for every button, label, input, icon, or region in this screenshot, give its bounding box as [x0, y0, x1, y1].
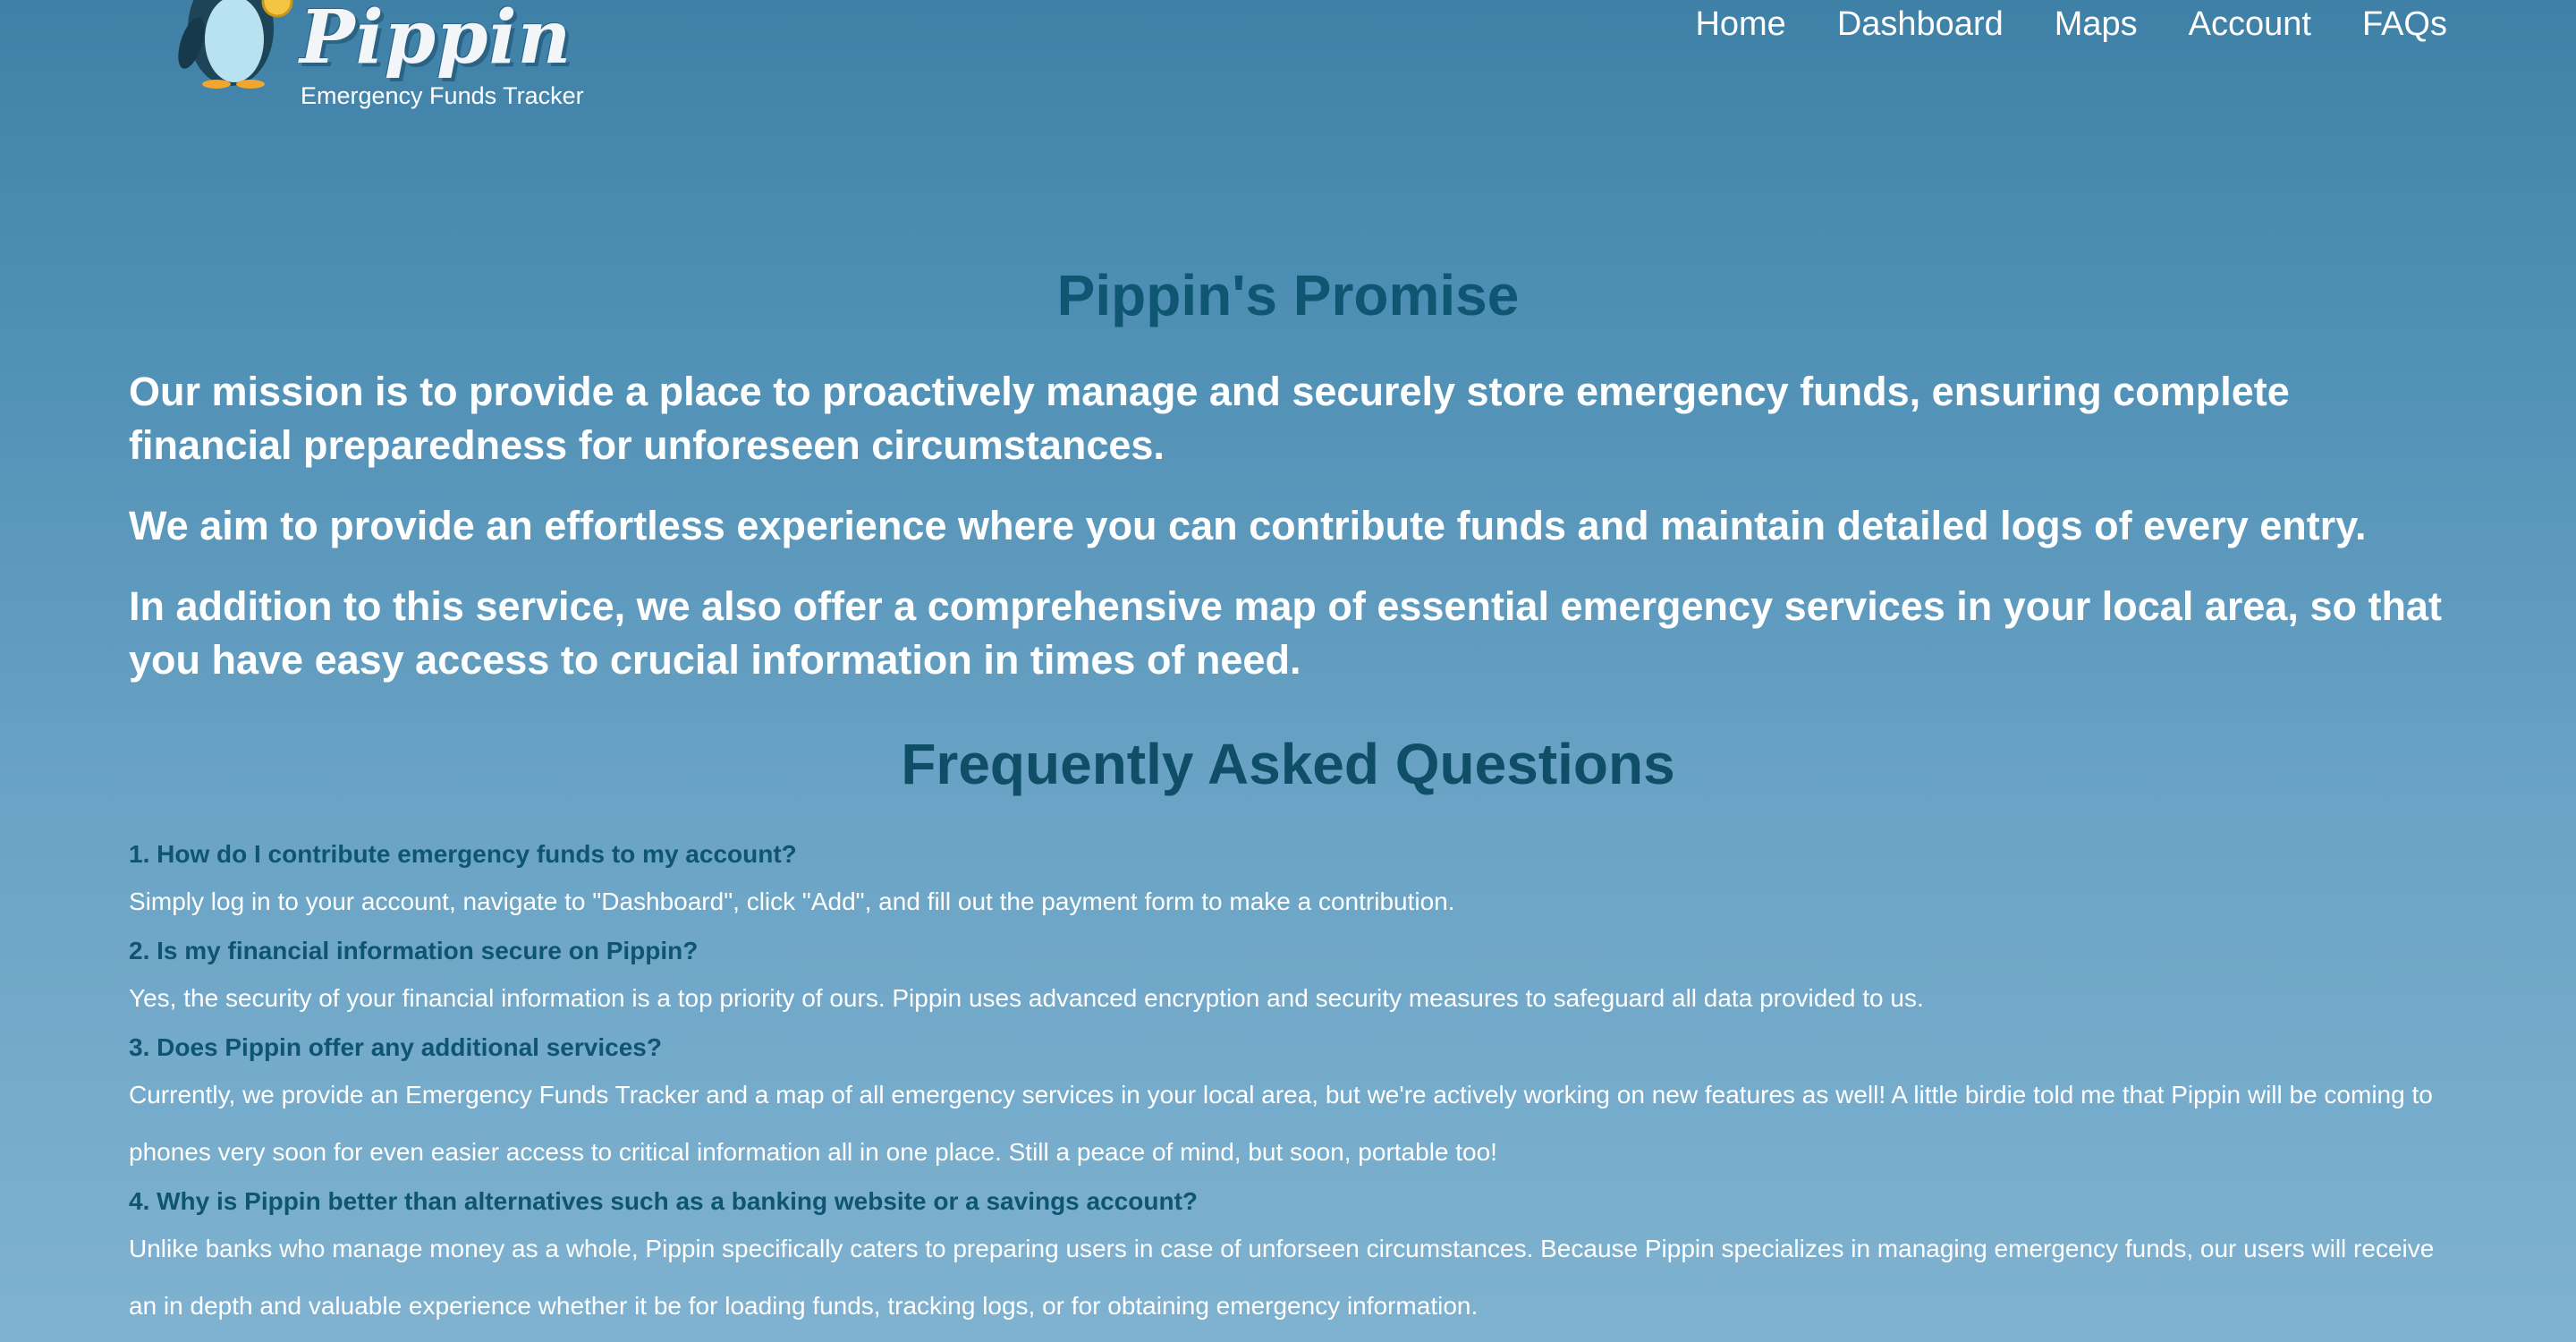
faq-answer: Unlike banks who manage money as a whole, Pippin specifically caters to preparing users in case of unforseen circumstances. Because Pippin specializes in managing emergency funds, our users will receive an in depth and valuable experience whether it be for loading funds, tracking logs, or for obtaining emergency information.: [129, 1235, 2435, 1320]
faq-title: Frequently Asked Questions: [901, 732, 1675, 796]
aim-paragraph: We aim to provide an effortless experience where you can contribute funds and maintain detailed logs of every entry.: [129, 503, 2367, 548]
faq-question: 2. Is my financial information secure on Pippin?: [129, 937, 699, 964]
faq-question: 1. How do I contribute emergency funds to my account?: [129, 840, 797, 868]
main-nav: [1695, 5, 2447, 44]
faq-list: [129, 837, 2447, 1335]
faq-answer: Simply log in to your account, navigate to "Dashboard", click "Add", and fill out the payment form to make a contribution.: [129, 888, 1455, 915]
faq-question: 4. Why is Pippin better than alternatives such as a banking website or a savings account?: [129, 1187, 1198, 1215]
brand-name: Pippin: [300, 0, 572, 81]
nav-faqs-link[interactable]: FAQs: [2361, 5, 2447, 43]
faq-question: 3. Does Pippin offer any additional services?: [129, 1033, 662, 1061]
penguin-icon: [161, 0, 295, 89]
nav-maps-link[interactable]: Maps: [2054, 5, 2138, 43]
main-content: [129, 259, 2447, 1338]
faq-answer: Currently, we provide an Emergency Funds Tracker and a map of all emergency services in your local area, but we're actively working on new features as well! A little birdie told me that Pippin will be coming to phones very soon for even easier access to critical information all in one place. Still a peace of mind, but soon, portable too!: [129, 1081, 2433, 1166]
nav-account-link[interactable]: Account: [2188, 5, 2311, 43]
mission-paragraph: Our mission is to provide a place to proactively manage and securely store emergency funds, ensuring complete financial preparedness for unforeseen circumstances.: [129, 369, 2290, 468]
nav-home-link[interactable]: Home: [1695, 5, 1786, 43]
faq-answer: Yes, the security of your financial information is a top priority of ours. Pippin uses advanced encryption and security measures to safeguard all data provided to us.: [129, 984, 1924, 1012]
nav-dashboard-link[interactable]: Dashboard: [1836, 5, 2004, 43]
promise-title: Pippin's Promise: [1056, 263, 1520, 327]
logo[interactable]: [161, 0, 590, 116]
services-paragraph: In addition to this service, we also offer a comprehensive map of essential emergency services in your local area, so that you have easy access to crucial information in times of need.: [129, 583, 2442, 683]
brand-tagline: Emergency Funds Tracker: [301, 82, 584, 109]
site-header: [0, 0, 2576, 125]
